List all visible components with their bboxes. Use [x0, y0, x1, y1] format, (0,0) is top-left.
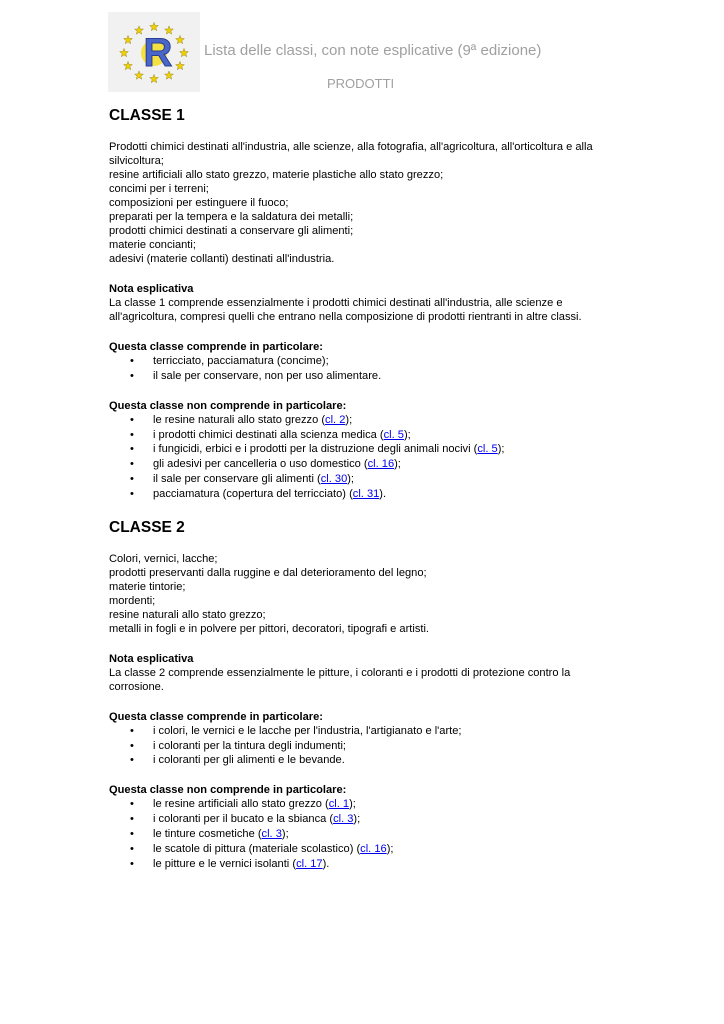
description-line: preparati per la tempera e la saldatura dei metalli;	[109, 211, 354, 223]
list-item	[109, 428, 614, 442]
item-end: );	[349, 798, 356, 811]
note-heading: Nota esplicativa	[109, 652, 194, 665]
star-icon	[180, 48, 189, 56]
list-item	[109, 857, 614, 871]
class-reference-link[interactable]: cl. 5	[477, 443, 498, 456]
list-item	[109, 472, 614, 486]
item-end: );	[353, 813, 361, 826]
item-text: i coloranti per il bucato e la sbianca (	[153, 813, 334, 826]
list-item	[109, 413, 614, 427]
class-2-section	[109, 518, 614, 871]
item-end: );	[394, 458, 401, 471]
document-body	[109, 106, 614, 871]
excludes-list	[109, 413, 614, 501]
class-reference-link[interactable]: cl. 5	[383, 428, 404, 441]
class-1-section	[109, 106, 614, 501]
note-text: La classe 2 comprende essenzialmente le pitture, i coloranti e i prodotti di protezione contro la corrosione.	[109, 666, 571, 693]
item-text: il sale per conservare gli alimenti (	[153, 472, 321, 485]
item-text: le resine naturali allo stato grezzo (	[153, 413, 326, 426]
description-line: prodotti preservanti dalla ruggine e dal deterioramento del legno;	[109, 566, 427, 579]
class-description	[109, 552, 614, 636]
item-end: );	[281, 827, 289, 840]
list-item	[109, 827, 614, 841]
item-end: );	[386, 842, 394, 855]
description-line: metalli in fogli e in polvere per pittori, decoratori, tipografi e artisti.	[109, 622, 430, 635]
class-reference-link[interactable]: cl. 30	[320, 472, 348, 485]
star-icon	[124, 61, 133, 69]
list-item: • il sale per conservare, non per uso alimentare.	[109, 369, 614, 383]
class-heading: CLASSE 2	[109, 518, 185, 536]
includes-heading: Questa classe comprende in particolare:	[109, 710, 323, 723]
star-icon	[176, 35, 185, 43]
item-end: );	[345, 413, 353, 426]
euro-stars-logo	[108, 12, 200, 92]
includes-list	[109, 724, 614, 768]
item-end: ).	[322, 857, 330, 870]
item-text: i prodotti chimici destinati alla scienza medica (	[153, 428, 384, 441]
class-reference-link[interactable]: cl. 2	[325, 413, 346, 426]
class-heading: CLASSE 1	[109, 107, 185, 124]
item-text: le pitture e le vernici isolanti (	[153, 857, 297, 870]
class-reference-link[interactable]: cl. 3	[333, 813, 354, 826]
star-icon	[176, 61, 185, 69]
description-line: materie tintorie;	[109, 580, 186, 593]
item-end: );	[497, 443, 505, 456]
description-line: Colori, vernici, lacche;	[109, 552, 218, 565]
item-text: i fungicidi, erbici e i prodotti per la distruzione degli animali nocivi (	[153, 443, 478, 456]
list-item: • terricciato, pacciamatura (concime);	[109, 354, 614, 368]
item-text: pacciamatura (copertura del terricciato) (	[153, 487, 353, 500]
excludes-heading: Questa classe non comprende in particolare:	[109, 399, 347, 412]
item-text: le scatole di pittura (materiale scolastico) (	[153, 842, 361, 855]
description-line: Prodotti chimici destinati all'industria, alle scienze, alla fotografia, all'agricoltura, all'orticoltura e alla silvicoltura;	[109, 141, 593, 167]
list-item: • i coloranti per gli alimenti e le bevande.	[109, 753, 614, 767]
description-line: composizioni per estinguere il fuoco;	[109, 197, 289, 209]
class-reference-link[interactable]: cl. 1	[328, 798, 350, 811]
class-reference-link[interactable]: cl. 3	[261, 827, 282, 840]
excludes-heading: Questa classe non comprende in particolare:	[109, 784, 347, 797]
list-item	[109, 812, 614, 826]
list-item	[109, 487, 614, 501]
star-icon	[124, 35, 133, 43]
class-reference-link[interactable]: cl. 16	[367, 458, 395, 471]
item-text: gli adesivi per cancelleria o uso domestico (	[153, 458, 368, 471]
excludes-list	[109, 797, 614, 870]
description-line: prodotti chimici destinati a conservare gli alimenti;	[109, 225, 354, 237]
star-icon	[135, 26, 144, 34]
document-subtitle: PRODOTTI	[327, 76, 395, 91]
list-item	[109, 442, 614, 456]
document-title: Lista delle classi, con note esplicative (9ª edizione)	[204, 42, 542, 59]
class-reference-link[interactable]: cl. 31	[352, 487, 380, 500]
item-text: le tinture cosmetiche (	[153, 827, 262, 840]
item-end: );	[347, 472, 355, 485]
star-icon	[150, 22, 159, 30]
description-line: resine artificiali allo stato grezzo, materie plastiche allo stato grezzo;	[109, 169, 444, 181]
list-item: • i colori, le vernici e le lacche per l'industria, l'artigianato e l'arte;	[109, 724, 614, 738]
description-line: materie concianti;	[109, 239, 196, 251]
star-icon	[120, 48, 129, 56]
includes-list	[109, 354, 614, 383]
item-end: ).	[379, 487, 387, 500]
description-line: resine naturali allo stato grezzo;	[109, 608, 266, 621]
list-item	[109, 457, 614, 471]
description-line: adesivi (materie collanti) destinati all'industria.	[109, 253, 335, 265]
description-line: concimi per i terreni;	[109, 183, 209, 195]
star-icon	[135, 71, 144, 79]
list-item	[109, 797, 614, 811]
item-text: le resine artificiali allo stato grezzo (	[153, 798, 329, 811]
logo-letter: R	[143, 31, 173, 75]
list-item: • i coloranti per la tintura degli indumenti;	[109, 739, 614, 753]
includes-heading: Questa classe comprende in particolare:	[109, 341, 323, 353]
note-text: La classe 1 comprende essenzialmente i prodotti chimici destinati all'industria, alle scienze e all'agricoltura, compresi quelli che entrano nella composizione di prodotti rientranti in altre classi.	[109, 297, 582, 323]
list-item	[109, 842, 614, 856]
star-icon	[150, 74, 159, 82]
logo-graphic	[108, 12, 200, 92]
class-reference-link[interactable]: cl. 17	[296, 857, 323, 870]
item-end: );	[403, 428, 411, 441]
description-line: mordenti;	[109, 594, 156, 607]
note-heading: Nota esplicativa	[109, 283, 194, 295]
class-description	[109, 140, 614, 266]
class-reference-link[interactable]: cl. 16	[360, 842, 387, 855]
